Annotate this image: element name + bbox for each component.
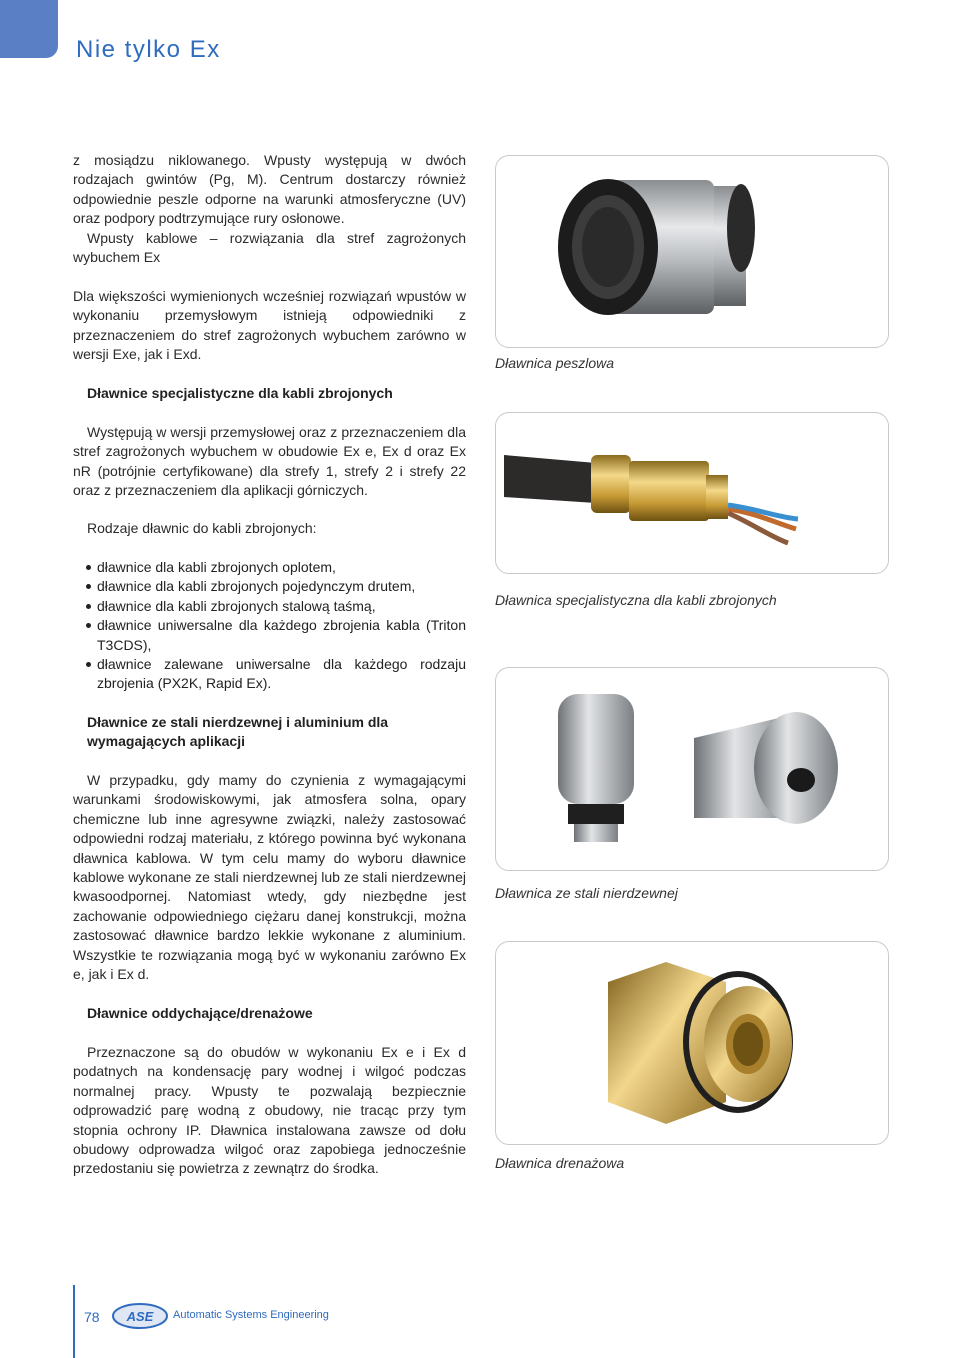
caption-breather: Dławnica drenażowa: [495, 1155, 625, 1171]
paragraph-breather: Przeznaczone są do obudów w wykonaniu Ex e i Ex d podatnych na kondensację pary wodnej i wilgoć podczas normalnej pracy. Wpusty te pozwalają bezpiecznie odprowadzić parę wodną z obudowy, nie tracąc przy tym stopnia ochrony IP. Dławnica instalowana zawsze od dołu obudowy odprowadza wilgoć oraz zapobiega jednocześnie przedostaniu się powietrza z zewnątrz do środka.: [73, 1044, 466, 1177]
corner-tab: [0, 0, 58, 58]
svg-text:ASE: ASE: [126, 1309, 154, 1324]
heading-breather: Dławnice oddychające/drenażowe: [87, 1005, 313, 1021]
list-item: dławnice zalewane uniwersalne dla każdego rodzaju zbrojenia (PX2K, Rapid Ex).: [73, 655, 466, 694]
conduit-gland-image: [495, 155, 889, 348]
company-name: Automatic Systems Engineering: [173, 1309, 329, 1321]
breather-gland-image: [495, 941, 889, 1145]
stainless-gland-illustration: [496, 668, 888, 870]
paragraph-intro: z mosiądzu niklowanego. Wpusty występują w dwóch rodzajach gwintów (Pg, M). Centrum dostarczy również odpowiednie peszle odporne na warunki atmosferyczne (UV) oraz podpory podtrzymujące rury osłonowe.: [73, 152, 466, 227]
ase-logo-icon: [112, 1303, 168, 1329]
list-item: dławnice uniwersalne dla każdego zbrojenia kabla (Triton T3CDS),: [73, 616, 466, 655]
armored-gland-illustration: [496, 413, 888, 573]
list-item: dławnice dla kabli zbrojonych stalową taśmą,: [73, 597, 466, 616]
breather-gland-illustration: [496, 942, 888, 1144]
page-number: 78: [84, 1309, 100, 1325]
stainless-gland-image: [495, 667, 889, 871]
paragraph-types-intro: Rodzaje dławnic do kabli zbrojonych:: [87, 520, 317, 536]
paragraph-armored: Występują w wersji przemysłowej oraz z przeznaczeniem dla stref zagrożonych wybuchem w obudowie Ex e, Ex d oraz Ex nR (potrójnie certyfikowane) dla strefy 1, strefy 2 i strefy 22 oraz z przeznaczeniem dla aplikacji górniczych.: [73, 424, 466, 499]
caption-conduit: Dławnica peszlowa: [495, 355, 615, 371]
armored-types-list: [73, 558, 466, 694]
list-item: dławnice dla kabli zbrojonych oplotem,: [73, 558, 466, 577]
footer-divider: [73, 1285, 75, 1358]
paragraph-ex-variants: Dla większości wymienionych wcześniej rozwiązań wpustów w wykonaniu przemysłowym istnieją odpowiedniki z przeznaczeniem do stref zagrożonych wybuchem zarówno w wersji Exe, jak i Exd.: [73, 288, 466, 363]
paragraph-stainless: W przypadku, gdy mamy do czynienia z wymagającymi warunkami środowiskowymi, jak atmosfera solna, opary chemiczne lub inne agresywne związki, należy zastosować odpowiedni rodzaj materiału, z którego powinna być wykonana dławnica kablowa. W tym celu mamy do wyboru dławnice kablowe wykonane ze stali nierdzewnej lub ze stali nierdzewnej kwasoodpornej. Natomiast wtedy, gdy niezbędne jest zachowanie odpowiedniego ciężaru danej konstrukcji, można zastosować dławnice bardzo lekkie wykonane z aluminium. Wszystkie te rozwiązania mogą być w wykonaniu zarówno Ex e, jak i Ex d.: [73, 772, 466, 983]
conduit-gland-illustration: [496, 156, 888, 347]
heading-stainless: Dławnice ze stali nierdzewnej i aluminium dla wymagających aplikacji: [87, 714, 389, 750]
caption-stainless: Dławnica ze stali nierdzewnej: [495, 885, 678, 901]
paragraph-ex-intro: Wpusty kablowe – rozwiązania dla stref zagrożonych wybuchem Ex: [73, 230, 466, 266]
armored-gland-image: [495, 412, 889, 574]
list-item: dławnice dla kabli zbrojonych pojedynczym drutem,: [73, 577, 466, 596]
heading-armored: Dławnice specjalistyczne dla kabli zbrojonych: [87, 385, 393, 401]
caption-armored: Dławnica specjalistyczna dla kabli zbrojonych: [495, 592, 777, 608]
page-title: Nie tylko Ex: [76, 36, 221, 63]
